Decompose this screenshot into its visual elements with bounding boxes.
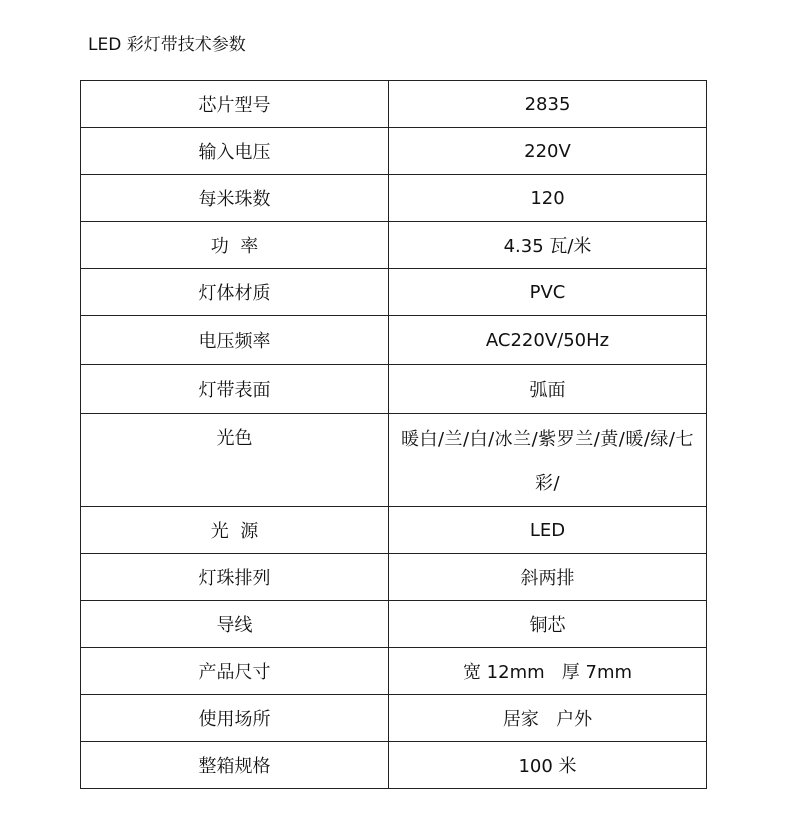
param-label: 输入电压	[81, 128, 389, 175]
table-row	[81, 175, 707, 222]
table-row	[81, 414, 707, 507]
param-label: 导线	[81, 601, 389, 648]
param-label: 电压频率	[81, 316, 389, 365]
param-value: PVC	[389, 269, 707, 316]
document-title: LED 彩灯带技术参数	[88, 35, 246, 55]
table-row	[81, 222, 707, 269]
param-label: 光色	[81, 414, 389, 507]
param-label: 功 率	[81, 222, 389, 269]
param-value: 暖白/兰/白/冰兰/紫罗兰/黄/暖/绿/七彩/	[389, 414, 707, 507]
table-row	[81, 269, 707, 316]
param-value: 120	[389, 175, 707, 222]
spec-table	[80, 80, 707, 789]
param-label: 灯体材质	[81, 269, 389, 316]
param-value: 宽 12mm 厚 7mm	[389, 648, 707, 695]
table-row	[81, 81, 707, 128]
param-label: 产品尺寸	[81, 648, 389, 695]
param-label: 芯片型号	[81, 81, 389, 128]
param-label: 整箱规格	[81, 742, 389, 789]
param-value: 4.35 瓦/米	[389, 222, 707, 269]
table-row	[81, 507, 707, 554]
param-label: 光 源	[81, 507, 389, 554]
param-value: 100 米	[389, 742, 707, 789]
table-row	[81, 316, 707, 365]
table-row	[81, 648, 707, 695]
param-value: 220V	[389, 128, 707, 175]
param-value: 居家 户外	[389, 695, 707, 742]
table-row	[81, 365, 707, 414]
param-label: 每米珠数	[81, 175, 389, 222]
table-row	[81, 742, 707, 789]
param-value: LED	[389, 507, 707, 554]
table-row	[81, 554, 707, 601]
param-value: 铜芯	[389, 601, 707, 648]
table-row	[81, 695, 707, 742]
param-value: 2835	[389, 81, 707, 128]
param-label: 灯带表面	[81, 365, 389, 414]
param-label: 灯珠排列	[81, 554, 389, 601]
param-label: 使用场所	[81, 695, 389, 742]
table-row	[81, 601, 707, 648]
param-value: 弧面	[389, 365, 707, 414]
param-value: 斜两排	[389, 554, 707, 601]
param-value: AC220V/50Hz	[389, 316, 707, 365]
table-row	[81, 128, 707, 175]
